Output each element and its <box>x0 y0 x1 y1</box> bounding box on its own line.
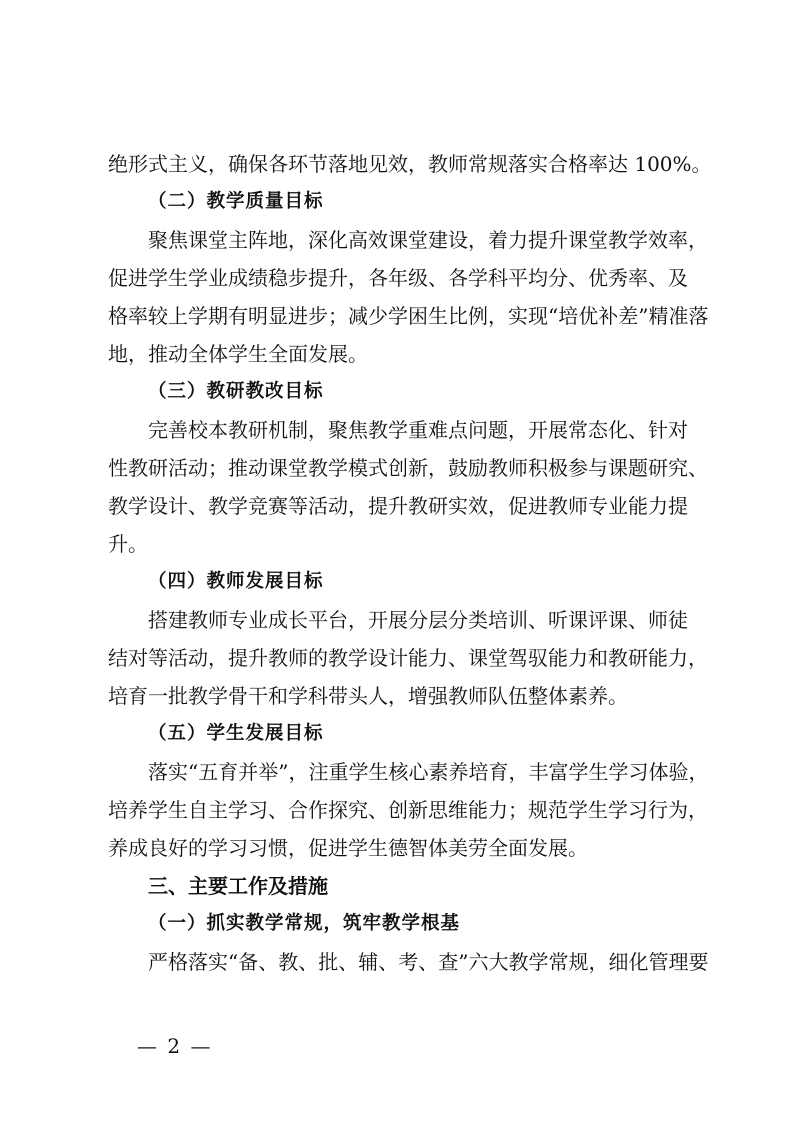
paragraph-line: 教学设计、教学竞赛等活动，提升教研实效，促进教师专业能力提 <box>108 494 688 518</box>
paragraph-line: 地，推动全体学生全面发展。 <box>108 342 368 366</box>
paragraph-line: 聚焦课堂主阵地，深化高效课堂建设，着力提升课堂教学效率， <box>148 228 708 252</box>
paragraph-line: 严格落实“备、教、批、辅、考、查”六大教学常规，细化管理要 <box>148 950 709 974</box>
page-number: — 2 — <box>137 1034 213 1058</box>
subheading-teacher-goal: （四）教师发展目标 <box>148 571 324 592</box>
subheading-quality-goal: （二）教学质量目标 <box>148 191 324 212</box>
subheading-student-goal: （五）学生发展目标 <box>148 723 324 744</box>
paragraph-line: 绝形式主义，确保各环节落地见效，教师常规落实合格率达 100%。 <box>108 152 712 176</box>
section-heading-main-work: 三、主要工作及措施 <box>148 874 328 898</box>
paragraph-line: 培养学生自主学习、合作探究、创新思维能力；规范学生学习行为， <box>108 798 708 822</box>
paragraph-line: 完善校本教研机制，聚焦教学重难点问题，开展常态化、针对 <box>148 418 688 442</box>
paragraph-line: 培育一批教学骨干和学科带头人，增强教师队伍整体素养。 <box>108 684 628 708</box>
paragraph-line: 促进学生学业成绩稳步提升，各年级、各学科平均分、优秀率、及 <box>108 266 688 290</box>
paragraph-line: 搭建教师专业成长平台，开展分层分类培训、听课评课、师徒 <box>148 608 688 632</box>
paragraph-line: 结对等活动，提升教师的教学设计能力、课堂驾驭能力和教研能力， <box>108 646 708 670</box>
paragraph-line: 养成良好的学习习惯，促进学生德智体美劳全面发展。 <box>108 836 588 860</box>
paragraph-line: 格率较上学期有明显进步；减少学困生比例，实现“培优补差”精准落 <box>108 304 709 328</box>
paragraph-line: 落实“五育并举”，注重学生核心素养培育，丰富学生学习体验， <box>148 760 709 784</box>
paragraph-line: 升。 <box>108 532 148 556</box>
paragraph-line: 性教研活动；推动课堂教学模式创新，鼓励教师积极参与课题研究、 <box>108 456 708 480</box>
subheading-teaching-routine: （一）抓实教学常规，筑牢教学根基 <box>148 913 461 934</box>
subheading-research-goal: （三）教研教改目标 <box>148 381 324 402</box>
